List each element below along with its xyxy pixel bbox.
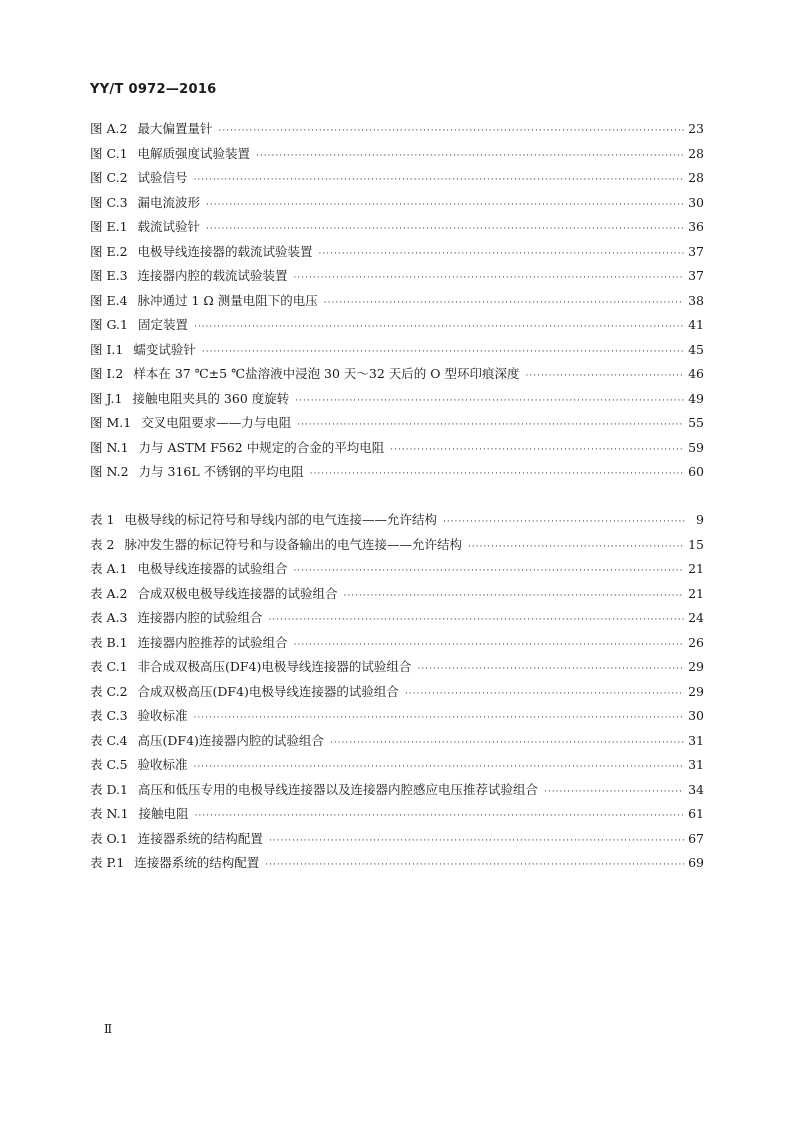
dot-leader [269, 836, 684, 846]
toc-entry-label: 图 I.2 [90, 366, 124, 381]
figure-toc-entry[interactable] [90, 193, 704, 218]
page-number: Ⅱ [104, 1022, 113, 1036]
dot-leader [265, 860, 684, 870]
toc-entry-label: 表 C.5 [90, 757, 128, 772]
figure-toc-entry[interactable] [90, 168, 704, 193]
toc-entry-page: 21 [688, 585, 704, 601]
toc-entry-title: 脉冲发生器的标记符号和与设备输出的电气连接——允许结构 [124, 536, 462, 552]
table-toc-entry[interactable] [90, 706, 704, 731]
dot-leader [310, 469, 684, 479]
toc-entry-page: 23 [688, 121, 704, 136]
toc-entry-title: 高压(DF4)连接器内腔的试验组合 [137, 732, 324, 748]
toc-entry-title: 合成双极高压(DF4)电极导线连接器的试验组合 [137, 683, 399, 699]
figure-toc-entry[interactable] [90, 144, 704, 169]
toc-entry-page: 69 [688, 855, 704, 870]
toc-entry-page: 28 [688, 170, 704, 185]
figure-toc-entry[interactable] [90, 340, 704, 365]
toc-entry-page: 61 [688, 806, 704, 821]
dot-leader [194, 762, 685, 772]
toc-entry-label: 图 E.2 [90, 243, 128, 259]
figure-toc-entry[interactable] [90, 364, 704, 389]
dot-leader [526, 371, 685, 381]
toc-entry-title: 非合成双极高压(DF4)电极导线连接器的试验组合 [137, 659, 412, 674]
figure-toc-entry[interactable] [90, 413, 704, 438]
toc-entry-label: 图 I.1 [90, 341, 124, 357]
toc-entry-title: 连接器内腔的载流试验装置 [137, 268, 288, 283]
toc-entry-page: 46 [688, 366, 704, 381]
toc-entry-label: 图 E.4 [90, 292, 128, 308]
toc-entry-label: 图 N.2 [90, 464, 129, 479]
dot-leader [206, 224, 684, 234]
figure-toc-entry[interactable] [90, 315, 704, 340]
dot-leader [324, 298, 684, 308]
toc-entry-title: 高压和低压专用的电极导线连接器以及连接器内腔感应电压推荐试验组合 [137, 781, 538, 797]
toc-entry-title: 合成双极电极导线连接器的试验组合 [137, 585, 338, 601]
toc-entry-page: 29 [688, 659, 704, 674]
toc-entry-label: 表 D.1 [90, 781, 128, 797]
table-toc-entry[interactable] [90, 731, 704, 756]
toc-entry-label: 表 A.1 [90, 561, 128, 576]
dot-leader [405, 689, 684, 699]
toc-entry-label: 表 1 [90, 512, 115, 527]
toc-entry-page: 49 [688, 390, 704, 406]
toc-entry-title: 试验信号 [137, 170, 188, 185]
toc-entry-label: 表 B.1 [90, 634, 128, 650]
figure-toc-entry[interactable] [90, 462, 704, 487]
toc-entry-label: 表 C.2 [90, 683, 128, 699]
toc-entry-title: 连接器系统的结构配置 [134, 855, 260, 870]
toc-entry-title: 电极导线的标记符号和导线内部的电气连接——允许结构 [124, 512, 437, 527]
toc-entry-page: 15 [688, 536, 704, 552]
figure-list [90, 119, 704, 487]
toc-entry-page: 30 [688, 194, 704, 210]
toc-entry-page: 41 [688, 317, 704, 332]
toc-entry-page: 34 [688, 781, 704, 797]
toc-entry-title: 脉冲通过 1 Ω 测量电阻下的电压 [137, 292, 318, 308]
toc-entry-label: 表 2 [90, 536, 115, 552]
toc-entry-page: 55 [688, 415, 704, 430]
toc-entry-title: 连接器内腔的试验组合 [137, 610, 263, 625]
toc-entry-title: 蠕变试验针 [133, 341, 196, 357]
dot-leader [194, 713, 685, 723]
toc-entry-page: 30 [688, 708, 704, 723]
dot-leader [293, 566, 684, 576]
toc-entry-label: 图 M.1 [90, 415, 132, 430]
table-toc-entry[interactable] [90, 608, 704, 633]
toc-entry-page: 31 [688, 757, 704, 772]
dot-leader [206, 200, 684, 210]
toc-entry-page: 21 [688, 561, 704, 576]
toc-entry-title: 最大偏置量针 [137, 121, 213, 136]
toc-entry-label: 表 A.2 [90, 585, 128, 601]
dot-leader [390, 445, 684, 455]
dot-leader [194, 175, 685, 185]
figure-toc-entry[interactable] [90, 217, 704, 242]
dot-leader [268, 615, 684, 625]
toc-entry-page: 67 [688, 830, 704, 846]
table-toc-entry[interactable] [90, 535, 704, 560]
figure-toc-entry[interactable] [90, 266, 704, 291]
toc-entry-page: 45 [688, 341, 704, 357]
table-toc-entry[interactable] [90, 804, 704, 829]
toc-entry-page: 24 [688, 610, 704, 625]
toc-entry-label: 图 J.1 [90, 390, 123, 406]
dot-leader [319, 249, 685, 259]
table-toc-entry[interactable] [90, 829, 704, 854]
toc-entry-label: 表 C.1 [90, 659, 128, 674]
table-toc-entry[interactable] [90, 853, 704, 878]
dot-leader [202, 347, 684, 357]
figure-toc-entry[interactable] [90, 389, 704, 414]
dot-leader [256, 151, 684, 161]
table-toc-entry[interactable] [90, 510, 704, 535]
dot-leader [417, 664, 684, 674]
toc-entry-page: 59 [688, 439, 704, 455]
toc-entry-label: 图 G.1 [90, 317, 128, 332]
toc-entry-label: 表 N.1 [90, 806, 129, 821]
toc-entry-page: 38 [688, 292, 704, 308]
dot-leader [294, 640, 684, 650]
toc-entry-title: 验收标准 [137, 708, 188, 723]
figure-toc-entry[interactable] [90, 438, 704, 463]
toc-entry-title: 连接器内腔推荐的试验组合 [137, 634, 288, 650]
table-toc-entry[interactable] [90, 682, 704, 707]
toc-entry-page: 37 [688, 243, 704, 259]
toc-entry-label: 表 P.1 [90, 855, 125, 870]
toc-entry-label: 图 E.3 [90, 268, 128, 283]
toc-entry-label: 表 A.3 [90, 610, 128, 625]
toc-entry-page: 26 [688, 634, 704, 650]
toc-entry-title: 连接器系统的结构配置 [137, 830, 263, 846]
dot-leader [443, 517, 686, 527]
toc-entry-title: 样本在 37 ℃±5 ℃盐溶液中浸泡 30 天～32 天后的 O 型环印痕深度 [133, 366, 520, 381]
toc-entry-page: 36 [688, 219, 704, 234]
dot-leader [544, 787, 684, 797]
toc-entry-page: 37 [688, 268, 704, 283]
table-toc-entry[interactable] [90, 584, 704, 609]
figure-toc-entry[interactable] [90, 119, 704, 144]
toc-entry-title: 力与 316L 不锈钢的平均电阻 [138, 464, 304, 479]
dot-leader [295, 396, 684, 406]
dot-leader [297, 420, 684, 430]
table-toc-entry[interactable] [90, 780, 704, 805]
toc-entry-title: 接触电阻 [138, 806, 189, 821]
dot-leader [294, 273, 685, 283]
toc-entry-title: 电极导线连接器的载流试验装置 [137, 243, 313, 259]
toc-entry-page: 29 [688, 683, 704, 699]
dot-leader [194, 322, 684, 332]
toc-entry-label: 图 C.2 [90, 170, 128, 185]
toc-entry-label: 图 C.1 [90, 145, 128, 161]
table-toc-entry[interactable] [90, 633, 704, 658]
dot-leader [343, 591, 684, 601]
toc-entry-label: 图 A.2 [90, 121, 128, 136]
table-toc-entry[interactable] [90, 755, 704, 780]
dot-leader [218, 126, 684, 136]
toc-entry-title: 固定装置 [137, 317, 188, 332]
dot-leader [195, 811, 685, 821]
toc-entry-title: 电极导线连接器的试验组合 [137, 561, 288, 576]
table-list [90, 510, 704, 878]
toc-entry-label: 图 C.3 [90, 194, 128, 210]
toc-entry-page: 28 [688, 145, 704, 161]
toc-entry-title: 载流试验针 [137, 219, 201, 234]
figure-toc-entry[interactable] [90, 242, 704, 267]
toc-entry-label: 图 N.1 [90, 439, 129, 455]
dot-leader [468, 542, 684, 552]
toc-entry-page: 31 [688, 732, 704, 748]
toc-entry-title: 接触电阻夹具的 360 度旋转 [132, 390, 290, 406]
toc-entry-label: 表 C.3 [90, 708, 128, 723]
toc-entry-title: 漏电流波形 [137, 194, 201, 210]
toc-entry-label: 表 O.1 [90, 830, 128, 846]
toc-entry-title: 力与 ASTM F562 中规定的合金的平均电阻 [138, 439, 385, 455]
toc-entry-title: 电解质强度试验装置 [137, 145, 251, 161]
figure-toc-entry[interactable] [90, 291, 704, 316]
toc-entry-page: 60 [688, 464, 704, 479]
toc-entry-page: 9 [696, 512, 704, 527]
toc-entry-title: 验收标准 [137, 757, 188, 772]
toc-entry-title: 交叉电阻要求——力与电阻 [141, 415, 292, 430]
table-toc-entry[interactable] [90, 657, 704, 682]
dot-leader [330, 738, 684, 748]
table-toc-entry[interactable] [90, 559, 704, 584]
toc-entry-label: 图 E.1 [90, 219, 128, 234]
toc-entry-label: 表 C.4 [90, 732, 128, 748]
standard-code-header: YY/T 0972—2016 [90, 82, 217, 97]
